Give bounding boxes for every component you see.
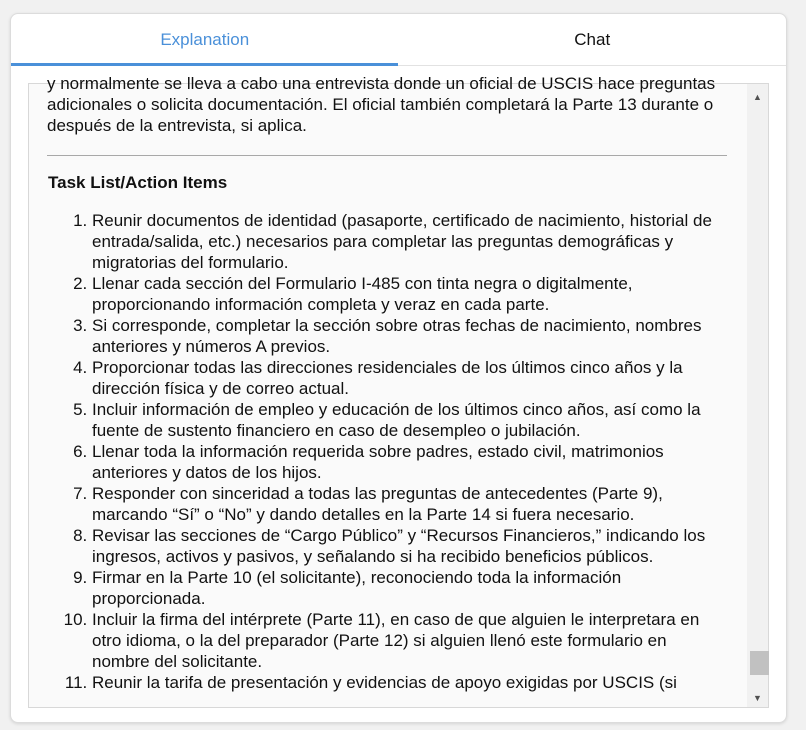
task-item: 9. Firmar en la Parte 10 (el solicitante), reconociendo toda la información proporcionada. [92, 567, 727, 609]
explanation-panel [10, 13, 787, 723]
scroll-area[interactable] [29, 74, 747, 707]
intro-paragraph: y normalmente se lleva a cabo una entrevista donde un oficial de USCIS hace preguntas adicionales o solicita documentación. El oficial también completará la Parte 13 durante o después de la entrevista, si aplica. [47, 74, 716, 135]
section-heading: Task List/Action Items [48, 173, 228, 192]
task-item: 8. Revisar las secciones de “Cargo Público” y “Recursos Financieros,” indicando los ingresos, activos y pasivos, y señalando si ha recibido beneficios públicos. [92, 525, 727, 567]
section-divider [47, 155, 727, 156]
tab-explanation[interactable]: Explanation [160, 29, 250, 49]
task-item: 1. Reunir documentos de identidad (pasaporte, certificado de nacimiento, historial de entrada/salida, etc.) necesarios para completar las preguntas demográficas y migratorias del formulario. [92, 210, 727, 273]
task-item: 4. Proporcionar todas las direcciones residenciales de los últimos cinco años y la dirección física y de correo actual. [92, 357, 727, 399]
task-item: 2. Llenar cada sección del Formulario I-485 con tinta negra o digitalmente, proporcionando información completa y veraz en cada parte. [92, 273, 727, 315]
tab-bar [11, 14, 786, 66]
task-list [47, 210, 727, 693]
scrollbar-thumb[interactable] [750, 651, 769, 675]
vertical-scrollbar[interactable] [747, 84, 768, 707]
task-item: 5. Incluir información de empleo y educación de los últimos cinco años, así como la fuente de sustento financiero en caso de desempleo o jubilación. [92, 399, 727, 441]
triangle-down-icon: ▼ [753, 693, 762, 703]
explanation-content[interactable] [28, 74, 769, 708]
task-item: 3. Si corresponde, completar la sección sobre otras fechas de nacimiento, nombres anteriores y números A previos. [92, 315, 727, 357]
active-tab-indicator [11, 63, 398, 66]
task-item: 11. Reunir la tarifa de presentación y evidencias de apoyo exigidas por USCIS (si [92, 672, 727, 693]
task-item: 10. Incluir la firma del intérprete (Parte 11), en caso de que alguien le interpretara en otro idioma, o la del preparador (Parte 12) si alguien llenó este formulario en nombre del solicitante. [92, 609, 727, 672]
task-item: 6. Llenar toda la información requerida sobre padres, estado civil, matrimonios anteriores y datos de los hijos. [92, 441, 727, 483]
scroll-down-button[interactable] [747, 688, 768, 708]
scroll-up-button[interactable] [747, 87, 768, 107]
scroll-content [47, 73, 727, 693]
tab-chat[interactable]: Chat [574, 29, 611, 49]
triangle-up-icon: ▲ [753, 92, 762, 102]
task-item: 7. Responder con sinceridad a todas las preguntas de antecedentes (Parte 9), marcando “Sí” o “No” y dando detalles en la Parte 14 si fuera necesario. [92, 483, 727, 525]
